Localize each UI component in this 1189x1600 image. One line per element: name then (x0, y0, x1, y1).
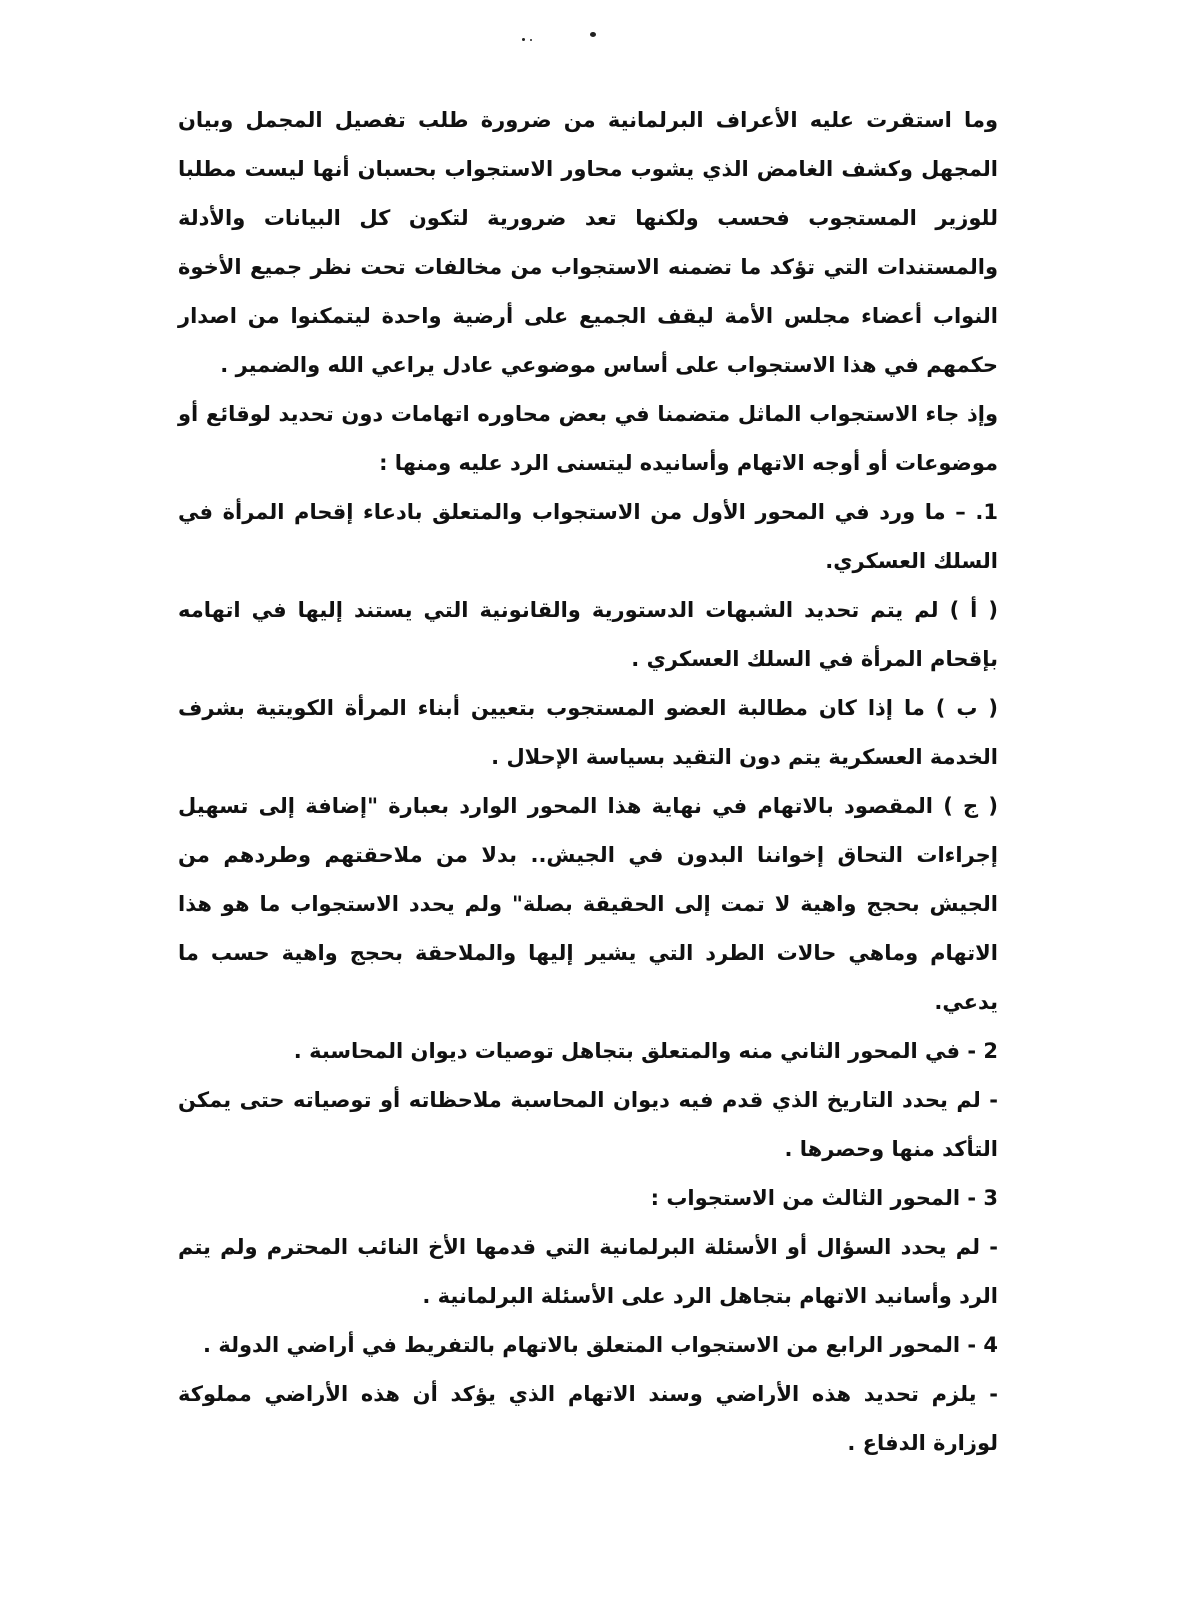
item-axis-3-detail: - لم يحدد السؤال أو الأسئلة البرلمانية التي قدمها الأخ النائب المحترم ولم يتم الرد وأسانيد الاتهام بتجاهل الرد على الأسئلة البرلمانية . (178, 1235, 998, 1308)
paragraph-context: وإذ جاء الاستجواب الماثل متضمنا في بعض محاوره اتهامات دون تحديد لوقائع أو موضوعات أو أوجه الاتهام وأسانيده ليتسنى الرد عليه ومنها : (178, 402, 998, 475)
paragraph-intro: وما استقرت عليه الأعراف البرلمانية من ضرورة طلب تفصيل المجمل وبيان المجهل وكشف الغامض الذي يشوب محاور الاستجواب بحسبان أنها ليست مطلبا للوزير المستجوب فحسب ولكنها تعد ضرورية لتكون كل البيانات والأدلة والمستندات التي تؤكد ما تضمنه الاستجواب من مخالفات تحت نظر جميع الأخوة النواب أعضاء مجلس الأمة ليقف الجميع على أرضية واحدة ليتمكنوا من اصدار حكمهم في هذا الاستجواب على أساس موضوعي عادل يراعي الله والضمير . (178, 108, 998, 377)
item-axis-1-a: ( أ ) لم يتم تحديد الشبهات الدستورية والقانونية التي يستند إليها في اتهامه بإقحام المرأة في السلك العسكري . (178, 598, 998, 671)
item-axis-1: 1. – ما ورد في المحور الأول من الاستجواب والمتعلق بادعاء إقحام المرأة في السلك العسكري. (178, 500, 998, 573)
item-axis-2: 2 - في المحور الثاني منه والمتعلق بتجاهل توصيات ديوان المحاسبة . (293, 1039, 998, 1063)
document-body (178, 96, 998, 1468)
item-axis-1-b: ( ب ) ما إذا كان مطالبة العضو المستجوب بتعيين أبناء المرأة الكويتية بشرف الخدمة العسكرية يتم دون التقيد بسياسة الإحلال . (178, 696, 998, 769)
item-axis-1-c: ( ج ) المقصود بالاتهام في نهاية هذا المحور الوارد بعبارة "إضافة إلى تسهيل إجراءات التحاق إخواننا البدون في الجيش.. بدلا من ملاحقتهم وطردهم من الجيش بحجج واهية لا تمت إلى الحقيقة بصلة" ولم يحدد الاستجواب ما هو هذا الاتهام وماهي حالات الطرد التي يشير إليها والملاحقة بحجج واهية حسب ما يدعي. (178, 794, 998, 1014)
item-axis-2-detail: - لم يحدد التاريخ الذي قدم فيه ديوان المحاسبة ملاحظاته أو توصياته حتى يمكن التأكد منها وحصرها . (178, 1088, 998, 1161)
item-axis-4: 4 - المحور الرابع من الاستجواب المتعلق بالاتهام بالتفريط في أراضي الدولة . (203, 1333, 998, 1357)
scan-marks (520, 30, 610, 46)
item-axis-4-detail: - يلزم تحديد هذه الأراضي وسند الاتهام الذي يؤكد أن هذه الأراضي مملوكة لوزارة الدفاع . (178, 1382, 998, 1455)
item-axis-3: 3 - المحور الثالث من الاستجواب : (650, 1186, 998, 1210)
